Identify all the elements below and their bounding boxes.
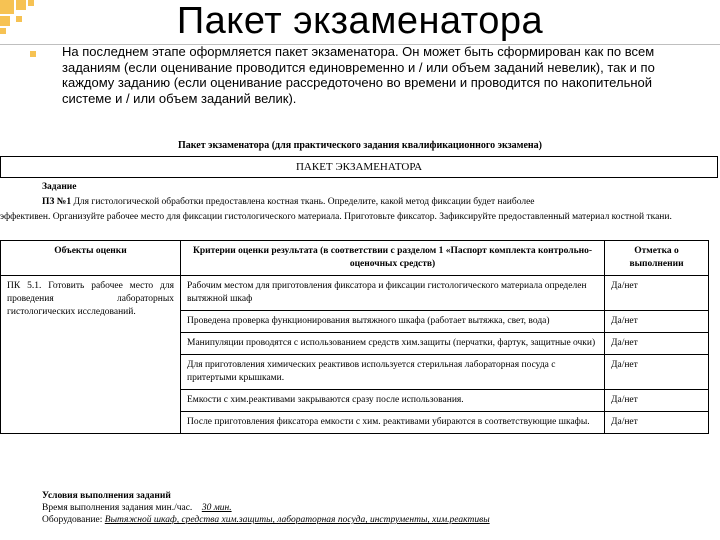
criterion-text: Проведена проверка функционирования вытяжного шкафа (работает вытяжка, свет, вода) — [181, 311, 605, 333]
task-label: Задание — [42, 182, 77, 192]
column-header-criteria: Критерии оценки результата (в соответствии с разделом 1 «Паспорт комплекта контрольно-оценочных средств) — [181, 241, 605, 276]
bullet-text: На последнем этапе оформляется пакет экзаменатора. Он может быть сформирован как по всем заданиям (если оценивание проводится единовременно и / или объем заданий невелик), так и по каждому заданию (если оценивание рассредоточено во времени и проводится по накопительной системе и / или объем заданий велик). — [62, 44, 655, 106]
task-text-first — [0, 195, 716, 210]
completion-mark: Да/нет — [605, 276, 709, 311]
equipment-line — [42, 514, 712, 526]
table-row — [1, 276, 709, 311]
document-caption: Пакет экзаменатора (для практического задания квалификационного экзамена) — [177, 140, 542, 151]
criterion-text: После приготовления фиксатора емкости с хим. реактивами убираются в соответствующие шкафы. — [181, 412, 605, 434]
equipment-value: Вытяжной шкаф, средства хим.защиты, лабораторная посуда, инструменты, хим.реактивы — [104, 515, 490, 525]
conditions-block — [42, 490, 712, 526]
conditions-title: Условия выполнения заданий — [42, 491, 171, 501]
time-value: 30 мин. — [201, 503, 232, 513]
column-header-objects: Объекты оценки — [1, 241, 181, 276]
completion-mark: Да/нет — [605, 412, 709, 434]
task-code: ПЗ №1 — [42, 197, 72, 207]
criteria-table — [0, 240, 709, 434]
equipment-label: Оборудование: — [42, 515, 105, 525]
completion-mark: Да/нет — [605, 390, 709, 412]
task-text-rest: эффективен. Организуйте рабочее место для фиксации гистологического материала. Приготовьте фиксатор. Зафиксируйте предоставленный материал костной ткани. — [0, 212, 672, 222]
column-header-mark: Отметка о выполнении — [605, 241, 709, 276]
assessment-object: ПК 5.1. Готовить рабочее место для проведения лабораторных гистологических исследований. — [1, 276, 181, 434]
time-line — [42, 502, 712, 514]
table-header-row — [1, 241, 709, 276]
criterion-text: Емкости с хим.реактивами закрываются сразу после использования. — [181, 390, 605, 412]
task-block — [0, 180, 716, 225]
criterion-text: Рабочим местом для приготовления фиксатора и фиксации гистологического материала определен вытяжной шкаф — [181, 276, 605, 311]
completion-mark: Да/нет — [605, 333, 709, 355]
task-text-first-rest: Для гистологической обработки предоставлена костная ткань. Определите, какой метод фиксации будет наиболее — [71, 197, 535, 207]
document-header: ПАКЕТ ЭКЗАМЕНАТОРА — [0, 156, 718, 178]
criterion-text: Манипуляции проводятся с использованием средств хим.защиты (перчатки, фартук, защитные очки) — [181, 333, 605, 355]
time-label: Время выполнения задания мин./час. — [42, 503, 193, 513]
completion-mark: Да/нет — [605, 355, 709, 390]
completion-mark: Да/нет — [605, 311, 709, 333]
criterion-text: Для приготовления химических реактивов используется стерильная лабораторная посуда с притертыми крышками. — [181, 355, 605, 390]
slide-title: Пакет экзаменатора — [176, 0, 544, 42]
